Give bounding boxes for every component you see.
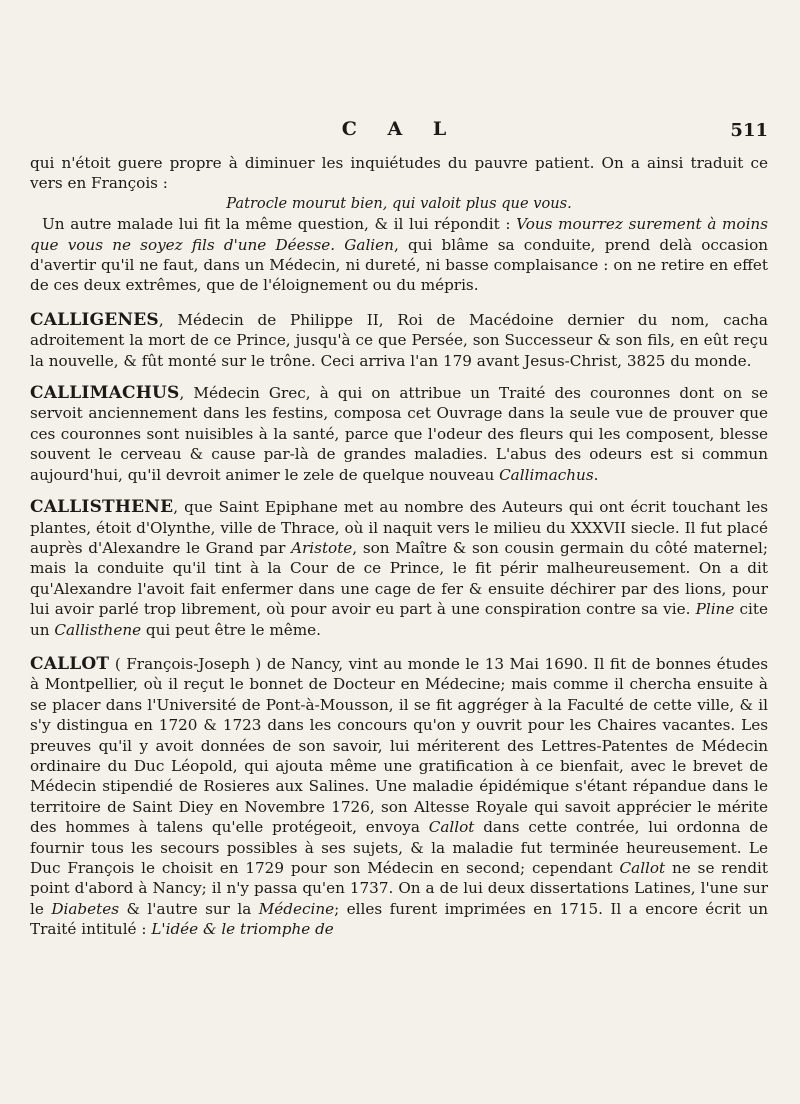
italic-name: Diabetes (51, 899, 119, 918)
italic-name: Aristote (291, 538, 353, 557)
italic-name: Callimachus (499, 465, 594, 484)
page-number: 511 (730, 120, 768, 141)
text-run: & l'autre sur la (126, 899, 252, 918)
continuation-paragraph: qui n'étoit guere propre à diminuer les inquiétudes du pauvre patient. On a ainsi traduit ce vers en François : (30, 154, 768, 193)
entry-headword: CALLIGENES (30, 309, 159, 330)
italic-name: Pline (695, 600, 735, 619)
entry-text: , Médecin Grec, à qui on attribue un Traité des couronnes dont on se servoit anciennement dans les festins, composa cet Ouvrage dans la seule vue de prouver que ces couronnes sont nuisibles à la santé, parce que l'odeur des fleurs qui les composent, blesse souvent le cerveau & cause par-là de grandes maladies. L'abus des odeurs est si commun aujourd'hui, qu'il devroit animer le zele de quelque nouveau (30, 384, 768, 484)
entry-callimachus (30, 383, 768, 485)
text-run: , qui blâme sa conduite, prend delà occasion d'avertir qu'il ne faut, dans un Médecin, ni dureté, ni basse complaisance : on ne retire en effet de ces deux extrêmes, que de l'éloignement ou du mépris. (30, 235, 768, 295)
entry-callisthene (30, 497, 768, 640)
text-run: qui peut être le même. (145, 620, 321, 639)
quoted-verse: Patrocle mourut bien, qui valoit plus que vous. (226, 194, 572, 212)
text-run: ne se rendit point d'abord à Nancy; il n'y passa qu'en 1737. On a de lui deux dissertations Latines, l'une sur le (30, 859, 768, 918)
running-head: C A L (341, 118, 459, 140)
entry-headword: CALLISTHENE (30, 497, 174, 518)
italic-name: Callot (619, 859, 666, 877)
text-run: cite un (30, 600, 768, 639)
italic-name: Galien (344, 235, 394, 254)
entry-text: ( François-Joseph ) de Nancy, vint au monde le 13 Mai 1690. Il fit de bonnes études à Montpellier, où il reçut le bonnet de Docteur en Médecine; mais comme il chercha ensuite à se placer dans l'Université de Pont-à-Mousson, il se fit aggréger à la Faculté de cette ville, & il s'y distingua en 1720 & 1723 dans les concours qu'on y ouvrit pour les Chaires vacantes. Les preuves qu'il y avoit données de son savoir, lui mériterent des Lettres-Patentes de Médecin ordinaire du Duc Léopold, qui ajouta même une gratification à ce bienfait, avec le brevet de Médecin stipendié de Rosieres aux Salines. Une maladie épidémique s'étant répandue dans le territoire de Saint Diey en Novembre 1726, son Altesse Royale qui savoit apprécier le mérite des hommes à talens qu'elle protégeoit, envoya (30, 654, 769, 837)
entry-text: , Médecin de Philippe II, Roi de Macédoine dernier du nom, cacha adroitement la mort de ce Prince, jusqu'à ce que Persée, son Successeur & son fils, en eût reçu la nouvelle, & fût monté sur le trône. Ceci arriva l'an 179 avant Jesus-Christ, 3825 du monde. (30, 310, 768, 370)
continuation-paragraph-2 (30, 214, 768, 296)
italic-quote: Vous mourrez surement à moins que vous ne soyez fils d'une Déesse. (30, 215, 768, 254)
italic-name: Callot (428, 818, 475, 837)
text-run: Un autre malade lui fit la même question, & il lui répondit : (42, 215, 511, 234)
italic-name: Callisthene (54, 620, 142, 639)
text-run: dans cette contrée, lui ordonna de fournir tous les secours possibles à ses sujets, & la maladie fut terminée heureusement. Le Duc François le choisit en 1729 pour son Médecin en second; cependant (30, 818, 769, 877)
text-run: . (593, 465, 599, 484)
entry-calligenes (30, 310, 768, 371)
text-run: ; elles furent imprimées en 1715. Il a encore écrit un Traité intitulé : (30, 899, 769, 939)
text-run: , son Maître & son cousin germain du côté maternel; mais la conduite qu'il tint à la Cour de ce Prince, le fit périr malheureusement. On a dit qu'Alexandre l'avoit fait enfermer dans une cage de fer & ensuite déchirer par des lions, pour lui avoir parlé trop librement, où pour avoir eu part à une conspiration contre sa vie. (30, 538, 769, 619)
entry-headword: CALLIMACHUS (30, 383, 180, 404)
italic-name: Médecine (258, 899, 335, 918)
entry-callot (30, 654, 768, 940)
entry-headword: CALLOT (30, 653, 110, 674)
page-body (30, 153, 768, 940)
page-header (0, 118, 800, 146)
entry-text: , que Saint Epiphane met au nombre des Auteurs qui ont écrit touchant les plantes, étoit d'Olynthe, ville de Thrace, où il naquit vers le milieu du XXXVII siecle. Il fut placé auprès d'Alexandre le Grand par (30, 498, 768, 557)
italic-title: L'idée & le triomphe de (151, 920, 334, 939)
